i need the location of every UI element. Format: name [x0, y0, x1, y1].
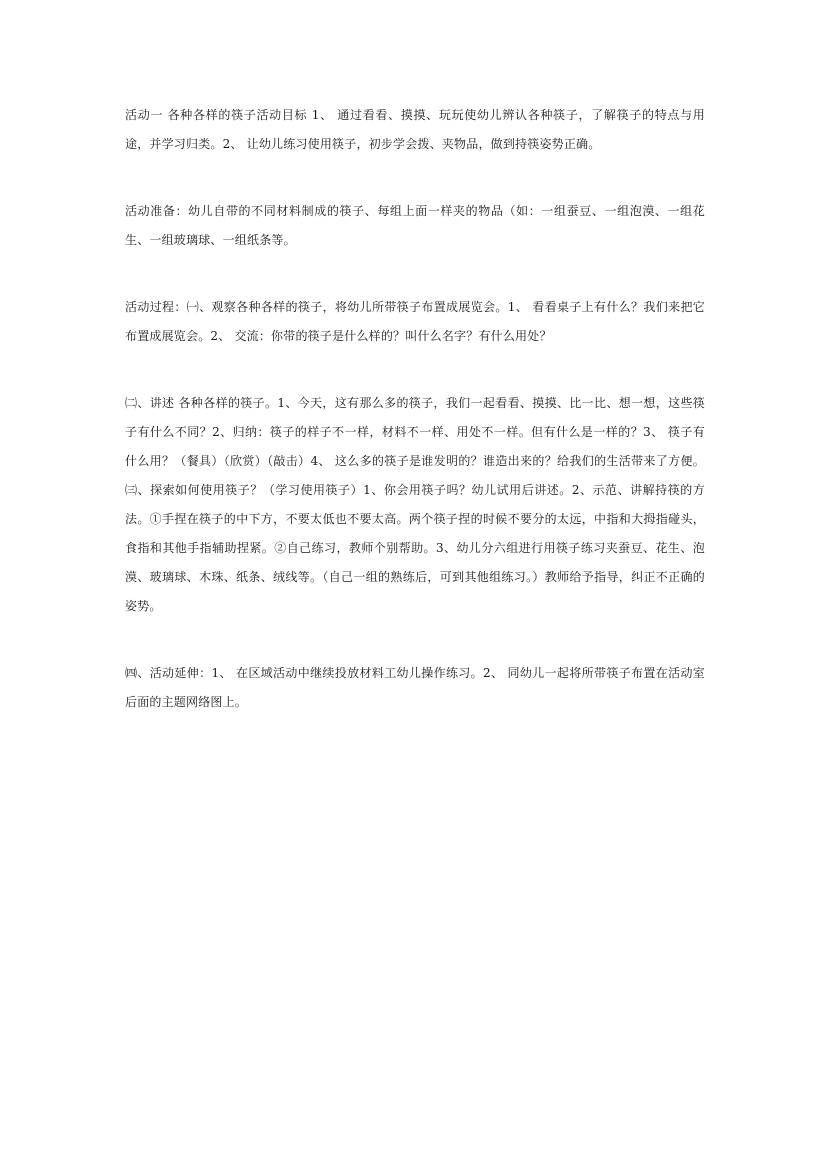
- paragraph-discussion-and-practice: ㈡、讲述 各种各样的筷子。1、今天，这有那么多的筷子，我们一起看看、摸摸、比一比、想一想，这些筷子有什么不同？2、归纳：筷子的样子不一样，材料不一样、用处不一样。但有什么是一样的？3、 筷子有什么用？（餐具）（欣赏）（敲击）4、 这么多的筷子是谁发明的？谁造出来的？给我们的生活带来了方便。㈢、探索如何使用筷子？（学习使用筷子）1、你会用筷子吗？幼儿试用后讲述。2、示范、讲解持筷的方法。①手捏在筷子的中下方，不要太低也不要太高。两个筷子捏的时候不要分的太远，中指和大拇指碰头，食指和其他手指辅助捏紧。②自己练习，教师个别帮助。3、幼儿分六组进行用筷子练习夹蚕豆、花生、泡漠、玻璃球、木珠、纸条、绒线等。（自己一组的熟练后，可到其他组练习。）教师给予指导，纠正不正确的姿势。: [125, 396, 705, 613]
- paragraph-activity-process: 活动过程：㈠、观察各种各样的筷子，将幼儿所带筷子布置成展览会。1、 看看桌子上有什么？我们来把它布置成展览会。2、 交流：你带的筷子是什么样的？叫什么名字？有什么用处？: [125, 300, 705, 343]
- paragraph-activity-preparation: 活动准备：幼儿自带的不同材料制成的筷子、每组上面一样夹的物品（如：一组蚕豆、一组泡漠、一组花生、一组玻璃球、一组纸条等。: [125, 204, 705, 247]
- document-body: [125, 101, 705, 717]
- paragraph-activity-goals: 活动一 各种各样的筷子活动目标 1、 通过看看、摸摸、玩玩使幼儿辨认各种筷子，了解筷子的特点与用途，并学习归类。2、 让幼儿练习使用筷子，初步学会拨、夹物品，做到持筷姿势正确。: [125, 108, 705, 151]
- paragraph-activity-extension: ㈣、活动延伸：1、 在区域活动中继续投放材料工幼儿操作练习。2、 同幼儿一起将所带筷子布置在活动室后面的主题网络图上。: [125, 666, 705, 709]
